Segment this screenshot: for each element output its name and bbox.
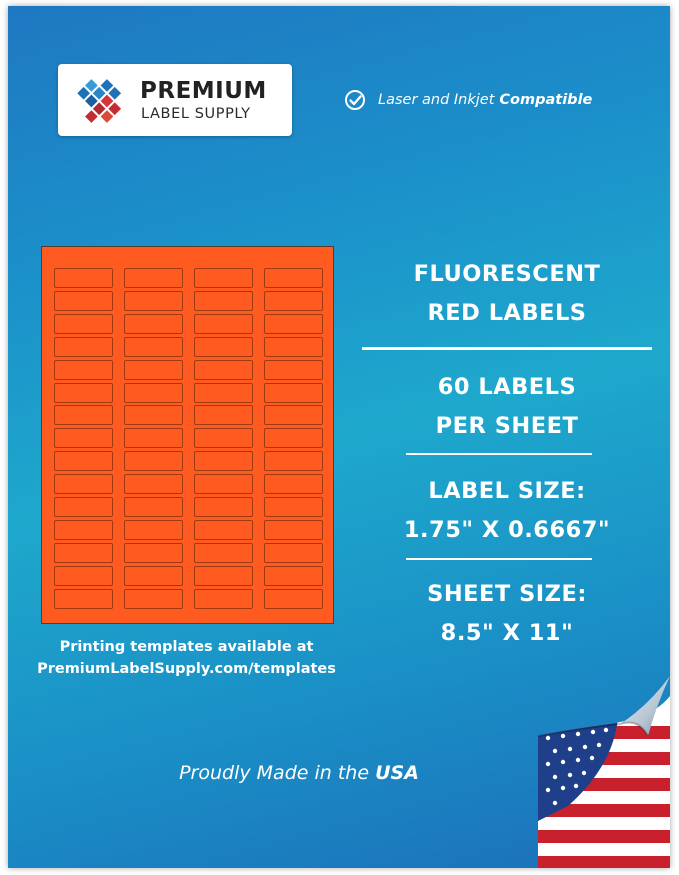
label-cell [124, 474, 183, 494]
label-cell [264, 405, 323, 425]
label-count-line1: 60 LABELS [437, 374, 577, 400]
label-cell [264, 337, 323, 357]
label-cell [194, 520, 253, 540]
label-cell [194, 314, 253, 334]
label-cell [194, 566, 253, 586]
label-sheet-preview [41, 246, 334, 624]
label-cell [194, 268, 253, 288]
label-cell [264, 383, 323, 403]
label-cell [124, 405, 183, 425]
label-cell [54, 497, 113, 517]
label-cell [124, 268, 183, 288]
label-cell [264, 497, 323, 517]
label-cell [194, 497, 253, 517]
label-cell [264, 291, 323, 311]
label-cell [124, 497, 183, 517]
brand-logo [58, 64, 292, 136]
label-cell [54, 314, 113, 334]
label-cell [264, 428, 323, 448]
label-cell [124, 428, 183, 448]
label-cell [194, 360, 253, 380]
sheet-size [362, 575, 652, 653]
label-cell [264, 566, 323, 586]
label-cell [194, 428, 253, 448]
label-cell [194, 474, 253, 494]
label-cell [124, 314, 183, 334]
label-cell [264, 360, 323, 380]
label-cell [264, 520, 323, 540]
label-cell [54, 291, 113, 311]
label-cell [264, 474, 323, 494]
templates-note-url: PremiumLabelSupply.com/templates [37, 661, 336, 677]
divider [362, 347, 652, 350]
label-cell [124, 383, 183, 403]
label-size-heading: LABEL SIZE: [428, 478, 586, 504]
label-cell [194, 383, 253, 403]
label-cell [194, 337, 253, 357]
product-card [8, 6, 670, 868]
label-size-value: 1.75" X 0.6667" [403, 517, 611, 543]
label-cell [264, 589, 323, 609]
label-cell [54, 566, 113, 586]
label-cell [124, 451, 183, 471]
label-cell [54, 383, 113, 403]
label-cell [194, 405, 253, 425]
label-cell [54, 268, 113, 288]
templates-note [8, 636, 365, 680]
label-cell [54, 360, 113, 380]
label-cell [54, 405, 113, 425]
label-cell [124, 566, 183, 586]
label-size [362, 472, 652, 550]
label-cell [54, 428, 113, 448]
check-circle-icon [344, 89, 366, 111]
label-cell [54, 474, 113, 494]
label-cell [124, 520, 183, 540]
product-title-line2: RED LABELS [427, 300, 587, 326]
made-in-usa [8, 762, 670, 784]
label-cell [194, 589, 253, 609]
label-cell [124, 337, 183, 357]
sheet-size-value: 8.5" X 11" [440, 620, 574, 646]
divider [406, 558, 592, 560]
label-cell [124, 589, 183, 609]
product-title [362, 255, 652, 333]
logo-mark-icon [72, 78, 132, 124]
label-cell [54, 589, 113, 609]
label-cell [54, 337, 113, 357]
brand-name-secondary: LABEL SUPPLY [141, 106, 251, 122]
label-cell [54, 543, 113, 563]
made-in-usa-text: Proudly Made in the [179, 762, 370, 784]
label-cell [264, 314, 323, 334]
label-cell [124, 543, 183, 563]
compatibility-emphasis: Compatible [499, 92, 593, 108]
label-cell [54, 451, 113, 471]
divider [406, 453, 592, 455]
label-count [362, 368, 652, 446]
label-cell [264, 268, 323, 288]
label-cell [124, 360, 183, 380]
compatibility-text: Laser and Inkjet [378, 92, 495, 108]
label-cell [264, 451, 323, 471]
label-cell [124, 291, 183, 311]
label-cell [194, 291, 253, 311]
label-cell [194, 451, 253, 471]
label-cell [264, 543, 323, 563]
templates-note-line1: Printing templates available at [59, 639, 314, 655]
compatibility-note [344, 88, 592, 112]
brand-name-primary: PREMIUM [140, 78, 267, 104]
label-cell [194, 543, 253, 563]
product-title-line1: FLUORESCENT [413, 261, 601, 287]
sheet-size-heading: SHEET SIZE: [427, 581, 587, 607]
label-count-line2: PER SHEET [435, 413, 579, 439]
label-cell [54, 520, 113, 540]
made-in-usa-emphasis: USA [375, 762, 419, 784]
